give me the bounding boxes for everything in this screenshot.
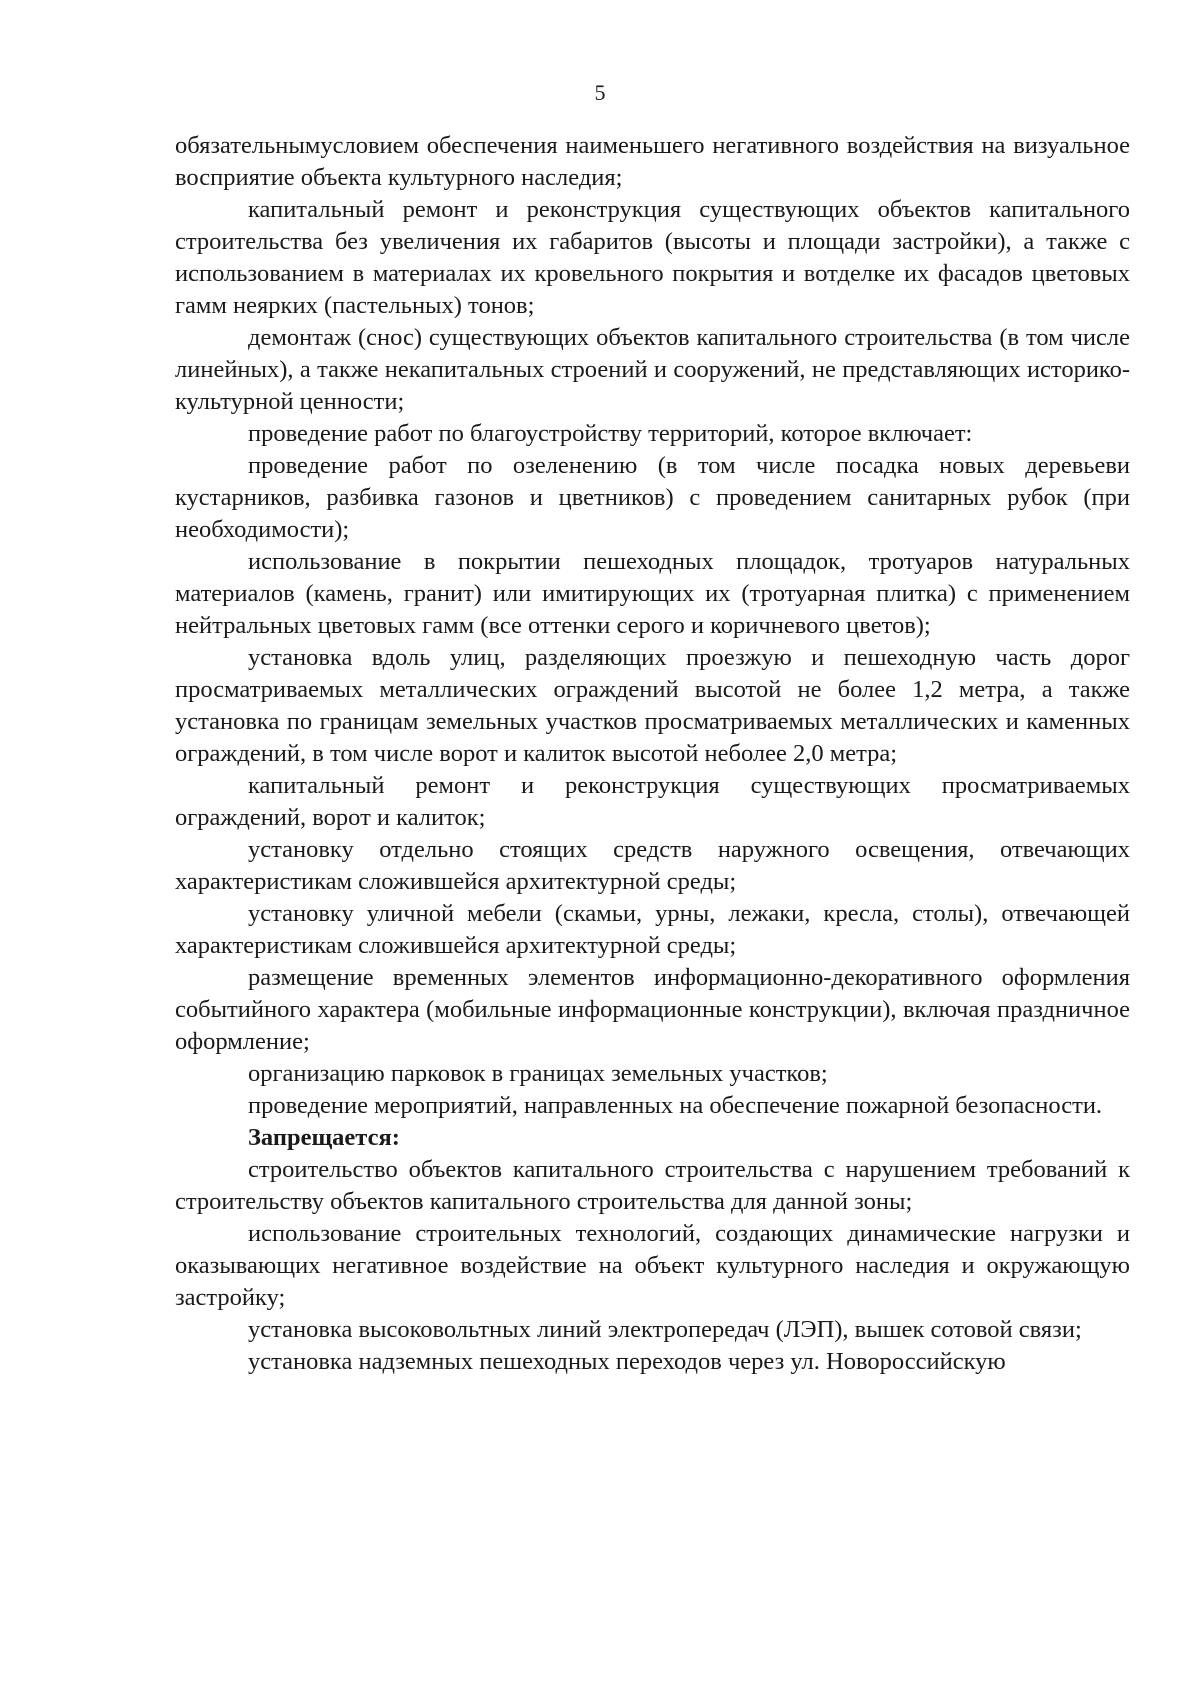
paragraph: установка высоковольтных линий электропередач (ЛЭП), вышек сотовой связи; [248,1316,1082,1343]
paragraph: установку уличной мебели (скамьи, урны, лежаки, кресла, столы), отвечающей характеристикам сложившейся архитектурной среды; [175,900,1130,959]
paragraph: использование в покрытии пешеходных площадок, тротуаров натуральных материалов (камень, гранит) или имитирующих их (тротуарная плитка) с применением нейтральных цветовых гамм (все оттенки серого и коричневого цветов); [175,548,1130,639]
paragraph: строительство объектов капитального строительства с нарушением требований к строительству объектов капитального строительства для данной зоны; [175,1156,1130,1215]
paragraph: использование строительных технологий, создающих динамические нагрузки и оказывающих негативное воздействие на объект культурного наследия и окружающую застройку; [175,1220,1130,1311]
paragraph: проведение работ по благоустройству территорий, которое включает: [248,420,973,447]
paragraph: капитальный ремонт и реконструкция существующих объектов капитального строительства без увеличения их габаритов (высоты и площади застройки), а также с использованием в материалах их кровельного покрытия и вотделке их фасадов цветовых гамм неярких (пастельных) тонов; [175,196,1130,319]
paragraph: установка надземных пешеходных переходов через ул. Новороссийскую [248,1348,1006,1375]
page-number: 5 [594,80,606,105]
paragraph: установка вдоль улиц, разделяющих проезжую и пешеходную часть дорог просматриваемых металлических ограждений высотой не более 1,2 метра, а также установка по границам земельных участков просматриваемых металлических и каменных ограждений, в том числе ворот и калиток высотой неболее 2,0 метра; [175,644,1130,767]
paragraph: обязательнымусловием обеспечения наименьшего негативного воздействия на визуальное восприятие объекта культурного наследия; [175,132,1130,191]
paragraph: капитальный ремонт и реконструкция существующих просматриваемых ограждений, ворот и калиток; [175,772,1130,831]
paragraph: демонтаж (снос) существующих объектов капитального строительства (в том числе линейных), а также некапитальных строений и сооружений, не представляющих историко-культурной ценности; [175,324,1130,415]
section-heading-prohibited: Запрещается: [248,1124,400,1151]
paragraph: организацию парковок в границах земельных участков; [248,1060,828,1087]
document-body [175,130,1130,1378]
paragraph: проведение мероприятий, направленных на обеспечение пожарной безопасности. [248,1092,1103,1119]
paragraph: установку отдельно стоящих средств наружного освещения, отвечающих характеристикам сложившейся архитектурной среды; [175,836,1130,895]
paragraph: проведение работ по озеленению (в том числе посадка новых деревьеви кустарников, разбивка газонов и цветников) с проведением санитарных рубок (при необходимости); [175,452,1130,543]
paragraph: размещение временных элементов информационно-декоративного оформления событийного характера (мобильные информационные конструкции), включая праздничное оформление; [175,964,1130,1055]
